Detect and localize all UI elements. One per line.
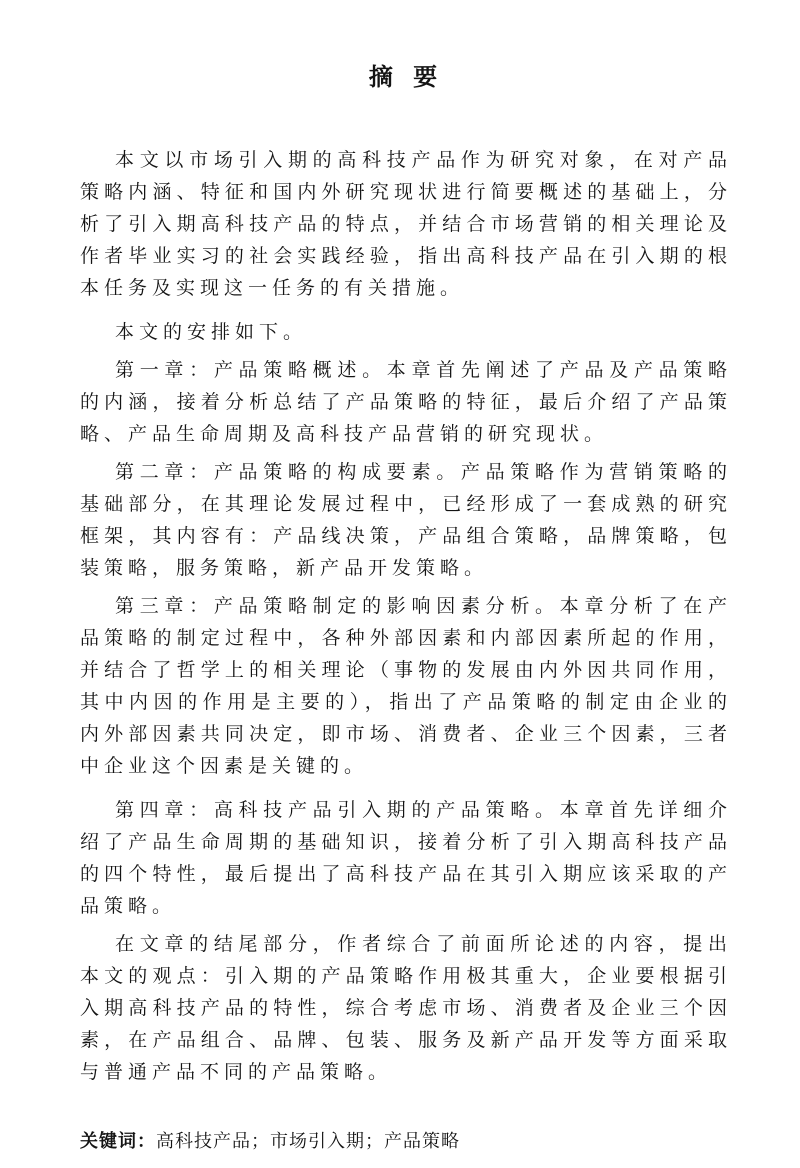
paragraph-chapter-1: 第一章：产品策略概述。本章首先阐述了产品及产品策略的内涵，接着分析总结了产品策略的特征，最后介绍了产品策略、产品生命周期及高科技产品营销的研究现状。 [80, 359, 732, 445]
keywords-line [80, 1126, 732, 1158]
paragraph-chapter-3: 第三章：产品策略制定的影响因素分析。本章分析了在产品策略的制定过程中，各种外部因素和内部因素所起的作用，并结合了哲学上的相关理论（事物的发展由内外因共同作用，其中内因的作用是主要的），指出了产品策略的制定由企业的内外部因素共同决定，即市场、消费者、企业三个因素，三者中企业这个因素是关键的。 [80, 595, 732, 777]
abstract-title: 摘 要 [368, 63, 444, 91]
keywords-label: 关键词： [80, 1131, 156, 1152]
paragraph-chapter-2: 第二章：产品策略的构成要素。产品策略作为营销策略的基础部分，在其理论发展过程中，已经形成了一套成熟的研究框架，其内容有：产品线决策，产品组合策略，品牌策略，包装策略，服务策略，新产品开发策略。 [80, 461, 732, 579]
paragraph-intro: 本文以市场引入期的高科技产品作为研究对象，在对产品策略内涵、特征和国内外研究现状进行简要概述的基础上，分析了引入期高科技产品的特点，并结合市场营销的相关理论及作者毕业实习的社会实践经验，指出高科技产品在引入期的根本任务及实现这一任务的有关措施。 [80, 149, 732, 299]
paragraph-chapter-4: 第四章：高科技产品引入期的产品策略。本章首先详细介绍了产品生命周期的基础知识，接着分析了引入期高科技产品的四个特性，最后提出了高科技产品在其引入期应该采取的产品策略。 [80, 799, 732, 917]
abstract-body [80, 144, 732, 1158]
paragraph-outline: 本文的安排如下。 [115, 321, 308, 343]
keywords-value: 高科技产品；市场引入期；产品策略 [156, 1131, 460, 1152]
paragraph-conclusion: 在文章的结尾部分，作者综合了前面所论述的内容，提出本文的观点：引入期的产品策略作用极其重大，企业要根据引入期高科技产品的特性，综合考虑市场、消费者及企业三个因素，在产品组合、品牌、包装、服务及新产品开发等方面采取与普通产品不同的产品策略。 [80, 933, 732, 1083]
